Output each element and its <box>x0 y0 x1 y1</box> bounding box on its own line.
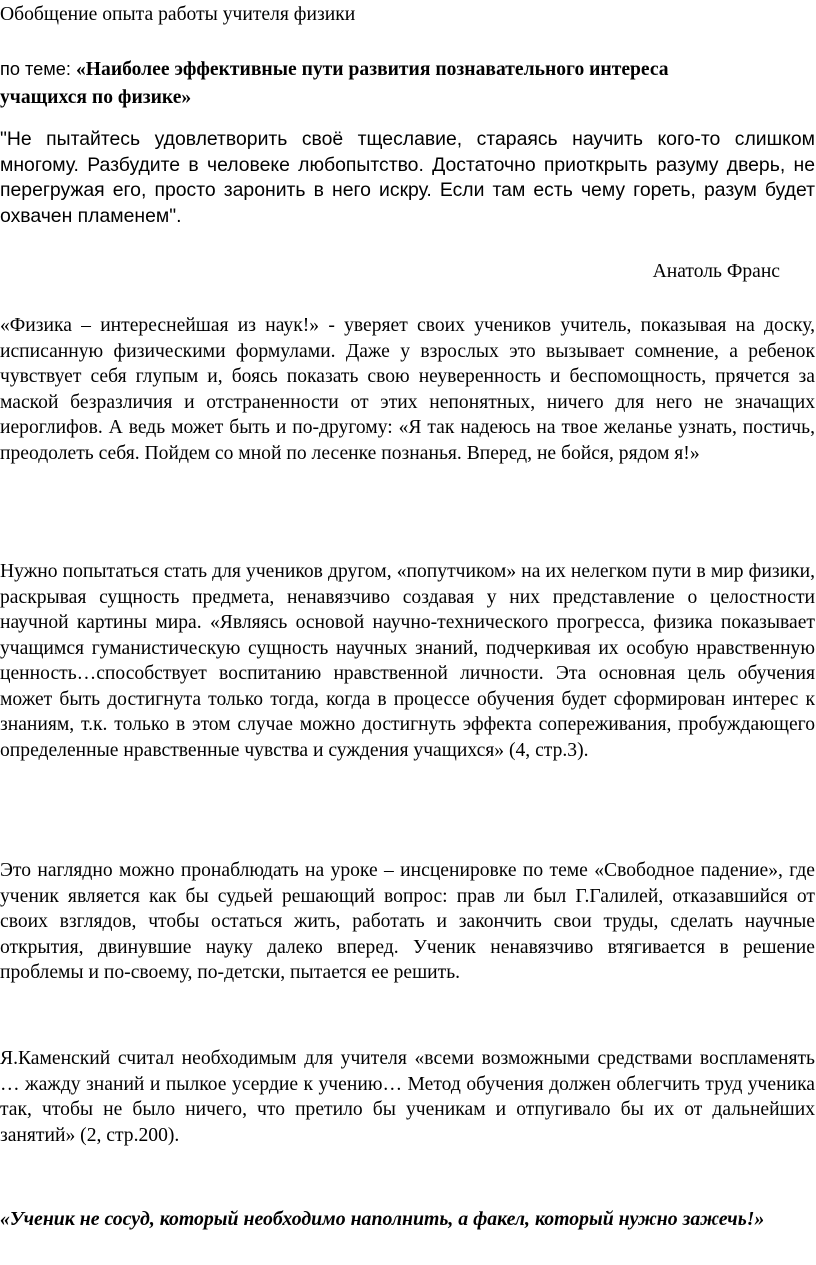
epigraph-quote: "Не пытайтесь удовлетворить своё тщеславие, стараясь научить кого-то слишком многому. Разбудите в человеке любопытство. Достаточно приоткрыть разуму дверь, не перегружая его, просто заронить в него искру. Если там есть чему гореть, разум будет охвачен пламенем". <box>0 128 815 227</box>
body-paragraph-3: Это наглядно можно пронаблюдать на уроке – инсценировке по теме «Свободное падение», где ученик является как бы судьей решающий вопрос: прав ли был Г.Галилей, отказавшийся от своих взглядов, чтобы остаться жить, работать и закончить свои труды, сделать научные открытия, двинувшие науку далеко вперед. Ученик ненавязчиво втягивается в решение проблемы и по-своему, по-детски, пытается ее решить. <box>0 860 815 983</box>
epigraph-author: Анатоль Франс <box>652 261 780 282</box>
document-title: Обобщение опыта работы учителя физики <box>0 4 356 25</box>
topic-line <box>0 55 745 112</box>
body-paragraph-2: Нужно попытаться стать для учеников другом, «попутчиком» на их нелегком пути в мир физики, раскрывая сущность предмета, ненавязчиво создавая у них представление о целостности научной картины мира. «Являясь основой научно-технического прогресса, физика показывает учащимся гуманистическую сущность научных знаний, подчеркивая их особую нравственную ценность…способствует воспитанию нравственной личности. Эта основная цель обучения может быть достигнута только тогда, когда в процессе обучения будет сформирован интерес к знаниям, т.к. только в этом случае можно достигнуть эффекта сопереживания, пробуждающего определенные нравственные чувства и суждения учащихся» (4, стр.3). <box>0 561 815 761</box>
body-paragraph-1: «Физика – интереснейшая из наук!» - уверяет своих учеников учитель, показывая на доску, исписанную физическими формулами. Даже у взрослых это вызывает сомнение, а ребенок чувствует себя глупым и, боясь показать свою неуверенность и беспомощность, прячется за маской безразличия и отстраненности от этих непонятных, ничего для него не значащих иероглифов. А ведь может быть и по-другому: «Я так надеюсь на твое желанье узнать, постичь, преодолеть себя. Пойдем со мной по лесенке познанья. Вперед, не бойся, рядом я!» <box>0 315 815 464</box>
topic-prefix: по теме: <box>0 59 76 79</box>
closing-quote: «Ученик не сосуд, который необходимо наполнить, а факел, который нужно зажечь!» <box>0 1208 765 1230</box>
body-paragraph-4: Я.Каменский считал необходимым для учителя «всеми возможными средствами воспламенять … жажду знаний и пылкое усердие к учению… Метод обучения должен облегчить труд ученика так, чтобы не было ничего, что претило бы ученикам и отпугивало бы их от дальнейших занятий» (2, стр.200). <box>0 1048 815 1146</box>
topic-title: «Наиболее эффективные пути развития познавательного интереса учащихся по физике» <box>0 59 669 108</box>
